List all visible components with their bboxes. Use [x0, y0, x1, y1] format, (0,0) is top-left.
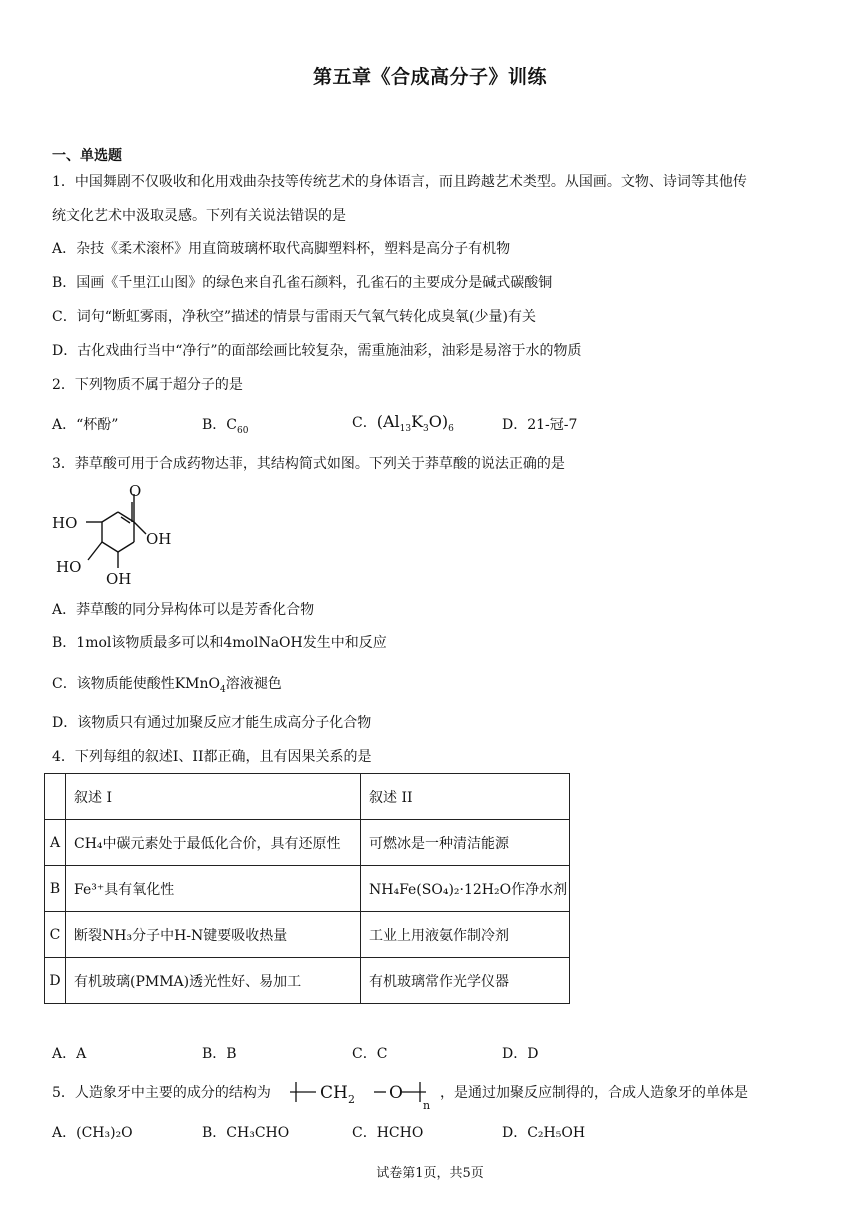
table-cell: Fe³⁺具有氧化性 — [66, 866, 361, 912]
formula-n: n — [423, 1099, 431, 1112]
table-cell: NH₄Fe(SO₄)₂·12H₂O作净水剂 — [361, 866, 570, 912]
q2-option-b: B．$C_{60}$ — [202, 417, 249, 436]
q2-stem: 2．下列物质不属于超分子的是 — [52, 377, 243, 393]
q5-option-a: A．(CH₃)₂O — [52, 1125, 133, 1141]
structure-label-oh-bottom: OH — [106, 570, 132, 588]
table-cell: 有机玻璃常作光学仪器 — [361, 958, 570, 1004]
table-cell-key: B — [45, 866, 66, 912]
table-cell: CH₄中碳元素处于最低化合价，具有还原性 — [66, 820, 361, 866]
table-header-row — [45, 774, 570, 820]
q3-option-c: C．该物质能使酸性KMnO$_4$溶液褪色 — [52, 676, 282, 695]
q5-stem-suffix: ，是通过加聚反应制得的，合成人造象牙的单体是 — [440, 1085, 748, 1101]
formula-o: O — [389, 1083, 403, 1103]
table-row — [45, 958, 570, 1004]
table-row — [45, 866, 570, 912]
q4-option-d: D．D — [502, 1046, 539, 1062]
q1-option-c: C．词句“断虹雾雨，净秋空”描述的情景与雷雨天气氧气转化成臭氧(少量)有关 — [52, 309, 536, 325]
q5-option-d: D．C₂H₅OH — [502, 1125, 586, 1141]
table-cell-key: D — [45, 958, 66, 1004]
q3-stem: 3．莽草酸可用于合成药物达菲，其结构简式如图。下列关于莽草酸的说法正确的是 — [52, 456, 565, 472]
table-row — [45, 820, 570, 866]
table-header-cell — [45, 774, 66, 820]
q4-option-a: A．A — [52, 1046, 87, 1062]
table-cell: 断裂NH₃分子中H-N键要吸收热量 — [66, 912, 361, 958]
table-header-cell: 叙述 I — [66, 774, 361, 820]
structure-label-ho-top: HO — [52, 514, 78, 532]
q4-option-b: B．B — [202, 1046, 237, 1062]
q1-option-b: B．国画《千里江山图》的绿色来自孔雀石颜料，孔雀石的主要成分是碱式碳酸铜 — [52, 275, 553, 291]
page-footer: 试卷第1页，共5页 — [376, 1166, 484, 1181]
q2-option-d: D．21-冠-7 — [502, 417, 578, 433]
q3-option-d: D．该物质只有通过加聚反应才能生成高分子化合物 — [52, 715, 372, 731]
table-row — [45, 912, 570, 958]
q3-option-b: B．1mol该物质最多可以和4molNaOH发生中和反应 — [52, 635, 387, 651]
q4-table — [44, 773, 570, 1004]
q5-option-c: C．HCHO — [352, 1125, 424, 1141]
polymer-structure-formula — [290, 1076, 440, 1112]
q5-option-b: B．CH₃CHO — [202, 1125, 290, 1141]
formula-ch: CH — [320, 1083, 348, 1103]
table-header-cell: 叙述 II — [361, 774, 570, 820]
q1-stem-line2: 统文化艺术中汲取灵感。下列有关说法错误的是 — [52, 208, 346, 224]
structure-label-oh-right: OH — [146, 530, 172, 548]
structure-label-ho-left: HO — [56, 558, 82, 576]
q1-stem-line1: 1．中国舞剧不仅吸收和化用戏曲杂技等传统艺术的身体语言，而且跨越艺术类型。从国画。文物、诗词等其他传 — [52, 174, 747, 190]
shikimic-acid-structure — [48, 482, 188, 592]
table-cell-key: C — [45, 912, 66, 958]
table-cell: 可燃冰是一种清洁能源 — [361, 820, 570, 866]
formula-sub-2: 2 — [348, 1093, 355, 1106]
table-cell-key: A — [45, 820, 66, 866]
page-title: 第五章《合成高分子》训练 — [312, 66, 547, 88]
q4-option-c: C．C — [352, 1046, 388, 1062]
section-heading: 一、单选题 — [52, 148, 122, 164]
q1-option-a: A．杂技《柔术滚杯》用直筒玻璃杯取代高脚塑料杯，塑料是高分子有机物 — [52, 241, 511, 257]
q2-option-a: A．“杯酚” — [52, 417, 119, 433]
table-cell: 工业上用液氨作制冷剂 — [361, 912, 570, 958]
q3-option-a: A．莽草酸的同分异构体可以是芳香化合物 — [52, 602, 315, 618]
q2-option-c: C．$(Al_{13}K_3O)_6$ — [352, 412, 454, 434]
q4-stem: 4．下列每组的叙述I、II都正确，且有因果关系的是 — [52, 749, 372, 765]
q1-option-d: D．古化戏曲行当中“净行”的面部绘画比较复杂，需重施油彩，油彩是易溶于水的物质 — [52, 343, 582, 359]
table-cell: 有机玻璃(PMMA)透光性好、易加工 — [66, 958, 361, 1004]
structure-label-o: O — [129, 482, 142, 500]
q5-stem-prefix: 5．人造象牙中主要的成分的结构为 — [52, 1085, 271, 1101]
